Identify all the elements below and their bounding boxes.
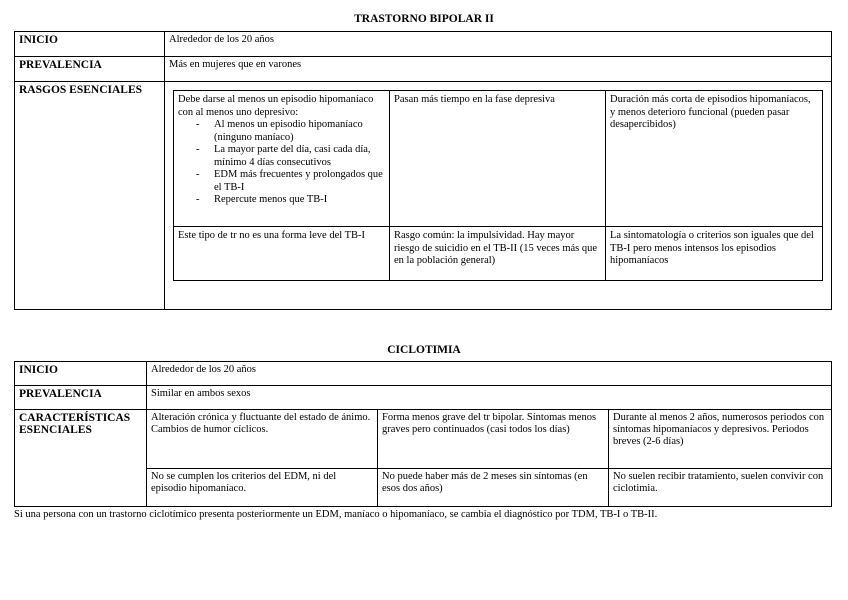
tb2-cell2: Pasan más tiempo en la fase depresiva — [390, 91, 606, 227]
ciclo-prevalencia-value: Similar en ambos sexos — [147, 386, 832, 410]
ciclo-inicio-label: INICIO — [15, 362, 147, 386]
tb2-inicio-label: INICIO — [15, 32, 165, 57]
tb2-rasgos-cell — [165, 82, 832, 310]
ciclo-table — [14, 361, 832, 507]
tb2-cell3: Duración más corta de episodios hipomaníacos, y menos deterioro funcional (pueden pasar desapercibidos) — [606, 91, 823, 227]
ciclo-prevalencia-label: PREVALENCIA — [15, 386, 147, 410]
tb2-cell4: Este tipo de tr no es una forma leve del TB-I — [174, 227, 390, 281]
tb2-cell1 — [174, 91, 390, 227]
footnote: Si una persona con un trastorno ciclotímico presenta posteriormente un EDM, maníaco o hipomaníaco, se cambia el diagnóstico por TDM, TB-I o TB-II. — [14, 509, 658, 520]
ciclo-cell1: Alteración crónica y fluctuante del estado de ánimo. Cambios de humor cíclicos. — [147, 410, 378, 469]
list-item: - La mayor parte del día, casi cada día, mínimo 4 días consecutivos — [214, 144, 385, 169]
tb2-rasgos-label: RASGOS ESENCIALES — [15, 82, 165, 310]
ciclo-caract-label: CARACTERÍSTICAS ESENCIALES — [15, 410, 147, 507]
tb2-cell6: La sintomatología o criterios son iguales que del TB-I pero menos intensos los episodios hipomaníacos — [606, 227, 823, 281]
tb2-cell5: Rasgo común: la impulsividad. Hay mayor riesgo de suicidio en el TB-II (15 veces más que en la población general) — [390, 227, 606, 281]
ciclo-cell6: No suelen recibir tratamiento, suelen convivir con ciclotimia. — [609, 469, 832, 507]
ciclo-cell3: Durante al menos 2 años, numerosos periodos con síntomas hipomaníacos y depresivos. Periodos breves (2-6 días) — [609, 410, 832, 469]
tb2-table — [14, 31, 832, 310]
list-item: - Al menos un episodio hipomaníaco (ninguno maníaco) — [214, 119, 385, 144]
tb2-prevalencia-label: PREVALENCIA — [15, 57, 165, 82]
tb2-inicio-value: Alrededor de los 20 años — [165, 32, 832, 57]
tb2-cell1-intro: Debe darse al menos un episodio hipomaníaco con al menos uno depresivo: — [178, 94, 374, 118]
list-item: - Repercute menos que TB-I — [214, 194, 385, 207]
ciclo-cell2: Forma menos grave del tr bipolar. Síntomas menos graves pero continuados (casi todos los días) — [378, 410, 609, 469]
ciclo-inicio-value: Alrededor de los 20 años — [147, 362, 832, 386]
list-item: - EDM más frecuentes y prolongados que el TB-I — [214, 169, 385, 194]
tb2-prevalencia-value: Más en mujeres que en varones — [165, 57, 832, 82]
tb2-rasgos-inner-table — [173, 90, 823, 281]
tb2-title: TRASTORNO BIPOLAR II — [354, 13, 494, 25]
ciclo-title: CICLOTIMIA — [387, 344, 461, 356]
tb2-cell1-list — [178, 119, 385, 207]
ciclo-cell4: No se cumplen los criterios del EDM, ni del episodio hipomaníaco. — [147, 469, 378, 507]
ciclo-cell5: No puede haber más de 2 meses sin síntomas (en esos dos años) — [378, 469, 609, 507]
